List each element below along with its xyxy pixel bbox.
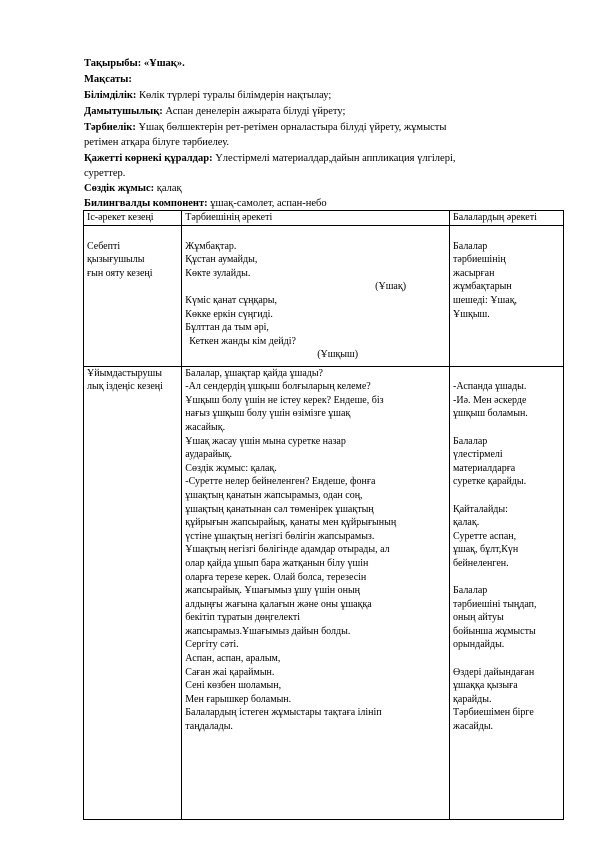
children-line: ұшқыш боламын. — [453, 408, 528, 420]
children-line: жұмбақтарын — [453, 281, 512, 293]
children-line: Қайталайды: — [453, 503, 508, 515]
teacher-line: жапсырамыз.Ұшағымыз дайын болды. — [185, 625, 351, 637]
children-line: Өздері дайындаған — [453, 666, 535, 678]
children-line: бойынша жұмысты — [453, 625, 536, 637]
table-row — [84, 366, 564, 819]
teacher-line: Аспан, аспан, аралым, — [185, 653, 281, 665]
topic-label: Тақырыбы: — [84, 58, 142, 69]
stage-line: лық іздеңіс кезеңі — [87, 381, 163, 393]
stage-line: Себепті — [87, 240, 121, 252]
stage-line: қызығушылы — [87, 254, 145, 266]
header-cell-stage: Іс-әрекет кезеңі — [84, 211, 182, 226]
teacher-line: Күміс қанат сұңқары, — [185, 294, 278, 306]
children-line: материалдарға — [453, 462, 516, 474]
row2-children-cell — [450, 366, 564, 819]
table-header-row — [84, 211, 564, 226]
teacher-line: (Ұшақ) — [375, 281, 407, 293]
children-line: Суретте аспан, — [453, 530, 517, 542]
teacher-line: -Суретте нелер бейнеленген? Ендеше, фонға — [185, 476, 376, 488]
upb-value-2: ретімен атқара білуге тәрбиелеу. — [84, 137, 230, 148]
teacher-line: үстіне ұшақтың негізгі бөлігін жапсырамыз. — [185, 530, 375, 542]
tools-value: Үлестірмелі материалдар,дайын аппликация үлгілері, — [212, 153, 456, 164]
teacher-line: -Ал сендердің ұшқыш болғыларың келеме? — [185, 381, 371, 393]
tools-line-2 — [84, 167, 125, 181]
children-line — [453, 367, 560, 381]
header-cell-children: Балалардың әрекеті — [450, 211, 564, 226]
children-line: жасырған — [453, 267, 495, 279]
dev-label: Дамытушылық: — [84, 106, 163, 117]
teacher-line: алдыңғы жағына қалағын және оны ұшаққа — [185, 598, 372, 610]
children-line: қарайды. — [453, 693, 492, 705]
vocab-line — [84, 182, 182, 196]
dev-value: Аспан денелерін ажырата білуді үйрету; — [162, 106, 346, 117]
row2-teacher-cell — [182, 366, 450, 819]
tools-value-2: суреттер. — [84, 168, 126, 179]
goal-label: Мақсаты: — [84, 74, 132, 85]
upb-line-2 — [84, 136, 229, 150]
children-line: орындайды. — [453, 639, 505, 651]
edu-value: Көлік түрлері туралы білімдерін нақтылау; — [136, 90, 332, 101]
teacher-line: Мен ғарышкер боламын. — [185, 693, 292, 705]
tools-label: Қажетті көрнекі құралдар: — [84, 153, 213, 164]
teacher-line: ұшақтың қанатынан сәл төменірек ұшақтың — [185, 503, 374, 515]
teacher-line: Көкке еркін сүңгиді. — [185, 308, 273, 320]
children-line: бейнеленген. — [453, 557, 509, 569]
teacher-line: таңдалады. — [185, 721, 233, 733]
children-line: Тәрбиешімен бірге — [453, 707, 534, 719]
topic-value: «Ұшақ». — [141, 58, 185, 69]
dev-line — [84, 105, 345, 119]
row1-teacher-cell — [182, 225, 450, 366]
teacher-line: ұшақтың қанатын жапсырамыз, одан соң, — [185, 489, 363, 501]
upb-line — [84, 121, 446, 135]
children-line — [453, 421, 560, 435]
children-line: суретке қарайды. — [453, 476, 527, 488]
bilingual-label: Билингвалды компонент: — [84, 198, 208, 209]
children-line: шешеді: Ұшақ, — [453, 294, 518, 306]
children-line: оның айтуы — [453, 612, 504, 624]
teacher-line: Ұшақтың негізгі бөлігінде адамдар отырады, ал — [185, 544, 390, 556]
row1-stage-cell — [84, 225, 182, 366]
children-line: Балалар — [453, 585, 488, 597]
children-line — [453, 489, 560, 503]
stage-line: Ұйымдастырушы — [87, 367, 162, 379]
teacher-line: құйрығын жапсырайық, қанаты мен құйрығының — [185, 517, 397, 529]
teacher-line: Сөздік жұмыс: қалақ. — [185, 462, 277, 474]
teacher-line: жапсырайық. Ұшағымыз ұшу үшін оның — [185, 585, 361, 597]
upb-label: Тәрбиелік: — [84, 122, 136, 133]
teacher-line: Балалардың істеген жұмыстары тақтаға ілініп — [185, 707, 382, 719]
vocab-label: Сөздік жұмыс: — [84, 183, 155, 194]
stage-line: ғын ояту кезеңі — [87, 267, 153, 279]
topic-line — [84, 57, 185, 71]
children-line — [453, 571, 560, 585]
teacher-line: Бұлттан да тым әрі, — [185, 322, 269, 334]
edu-label: Білімділік: — [84, 90, 137, 101]
teacher-line: Ұшқыш болу үшін не істеу керек? Ендеше, біз — [185, 394, 384, 406]
teacher-line: Жұмбақтар. — [185, 240, 237, 252]
children-line: үлестірмелі — [453, 449, 503, 461]
teacher-line: оларға терезе керек. Олай болса, терезесін — [185, 571, 367, 583]
row2-stage-cell — [84, 366, 182, 819]
teacher-line: Ұшақ жасау үшін мына суретке назар — [185, 435, 346, 447]
teacher-line: Сені көзбен шоламын, — [185, 680, 282, 692]
upb-value: Ұшақ бөлшектерін рет-ретімен орналастыра білуді үйрету, жұмысты — [135, 122, 447, 133]
children-line: тәрбиешіні тыңдап, — [453, 598, 537, 610]
children-line: Балалар — [453, 435, 488, 447]
children-line: ұшаққа қызыға — [453, 680, 518, 692]
children-line: Балалар — [453, 240, 488, 252]
teacher-line: Құстан аумайды, — [185, 254, 258, 266]
bilingual-value: ұшақ-самолет, аспан-небо — [207, 198, 327, 209]
children-line: жасайды. — [453, 721, 494, 733]
teacher-line: Сергіту сәті. — [185, 639, 239, 651]
children-line — [453, 652, 560, 666]
children-line: ұшақ, бұлт,Күн — [453, 544, 519, 556]
teacher-line: (Ұшқыш) — [317, 349, 359, 361]
teacher-line: Кеткен жанды кім дейді? — [189, 335, 296, 347]
teacher-line: жасайық. — [185, 421, 226, 433]
goal-line — [84, 73, 132, 87]
teacher-line: нағыз ұшқыш болу үшін өзімізге ұшақ — [185, 408, 351, 420]
children-line: -Иә. Мен әскерде — [453, 394, 527, 406]
teacher-line: Көкте зулайды. — [185, 267, 251, 279]
teacher-line: бекітіп тұратын дөңгелекті — [185, 612, 300, 624]
children-line: тәрбиешінің — [453, 254, 506, 266]
teacher-line: Балалар, ұшақтар қайда ұшады? — [185, 367, 323, 379]
teacher-line: аударайық. — [185, 449, 232, 461]
vocab-value: қалақ — [154, 183, 182, 194]
table-row — [84, 225, 564, 366]
row1-children-cell — [450, 225, 564, 366]
edu-line — [84, 89, 331, 103]
lesson-table — [83, 210, 564, 820]
teacher-line: олар қайда ұшып бара жатқанын білу үшін — [185, 557, 369, 569]
bilingual-line — [84, 197, 327, 211]
teacher-line: Саған жаі қараймын. — [185, 666, 275, 678]
tools-line — [84, 152, 455, 166]
children-line: -Аспанда ұшады. — [453, 381, 527, 393]
header-cell-teacher: Тәрбиешінің әрекеті — [182, 211, 450, 226]
children-line: қалақ. — [453, 517, 480, 529]
children-line: Ұшқыш. — [453, 308, 490, 320]
